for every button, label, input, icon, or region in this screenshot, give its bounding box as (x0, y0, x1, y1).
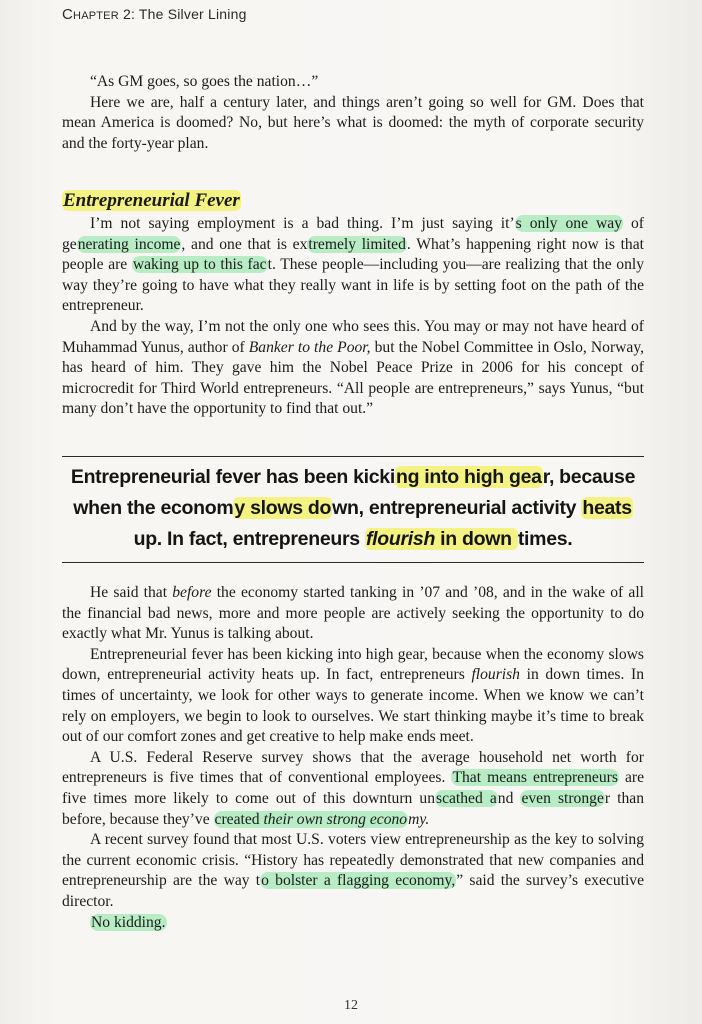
body-paragraph-1: He said that before the economy started tanking in ’07 and ’08, and in the wake of all the financial bad news, more and more people are actively seeking the opportunity to do exactly what Mr. Yunus is talking about. (62, 584, 644, 643)
intro-paragraph: Here we are, half a century later, and things aren’t going so well for GM. Does that mean America is doomed? No, but here’s what is doomed: the myth of corporate security and the forty-year plan. (62, 93, 644, 152)
pullquote-rule-top (62, 456, 644, 457)
highlight: ng into high gea (395, 466, 542, 488)
highlight: nerating income (77, 235, 181, 253)
chapter-word: HAPTER (73, 10, 119, 22)
book-title: Banker to the Poor, (248, 338, 371, 356)
section-heading (62, 190, 241, 212)
page-number: 12 (344, 998, 358, 1013)
intro-text (62, 72, 644, 154)
section-paragraph-2: And by the way, I’m not the only one who sees this. You may or may not have heard of Muhammad Yunus, author of Banker to the Poor, but the Nobel Committee in Oslo, Norway, has heard of him. They gave him the Nobel Peace Prize in 2006 for his concept of microcredit for Third World entrepreneurs. “All people are entrepreneurs,” says Yunus, “but many don’t have the opportunity to find that out.” (62, 317, 645, 418)
body-paragraph-4: A recent survey found that most U.S. voters view entrepreneurship as the key to solving the current economic crisis. “History has repeatedly demonstrated that new companies and entrepreneurship are the way to bolster a flagging economy,” said the survey’s executive director. (62, 831, 644, 910)
chapter-number: 2: (118, 6, 136, 22)
highlight: heats (582, 497, 632, 519)
pullquote: Entrepreneurial fever has been kicking into high gear, because when the economy slows down, entrepreneurial activity heats up. In fact, entrepreneurs flourish in down times. (70, 466, 636, 550)
chapter-initial: C (62, 6, 74, 23)
highlight: o bolster a flagging economy, (261, 872, 456, 890)
main-text (62, 583, 644, 933)
highlight: even stronge (521, 789, 604, 807)
body-paragraph-3: A U.S. Federal Reserve survey shows that the average household net worth for entrepreneurs is five times that of conventional employees. That means entrepreneurs are five times more likely to come out of this downturn unscathed and even stronger than before, because they’ve created their own strong economy. (62, 748, 645, 828)
body-paragraph-5 (62, 913, 644, 934)
section-paragraph-1: I’m not saying employment is a bad thing. I’m just saying it’s only one way of generating income, and one that is extremely limited. What’s happening right now is that people are waking up to this fact. These people—including you—are realizing that the only way they’re going to have what they really want in life is by setting foot on the path of the entrepreneur. (62, 215, 645, 315)
highlight: s only one way (515, 215, 622, 232)
highlight: flourish in down (365, 528, 517, 550)
highlight: y slows do (234, 497, 332, 519)
section-text (62, 214, 644, 420)
pullquote-rule-bottom (62, 562, 644, 563)
highlight: No kidding. (91, 913, 166, 931)
highlight: scathed a (436, 789, 497, 807)
intro-quote: “As GM goes, so goes the nation…” (90, 73, 319, 90)
running-header (62, 6, 247, 23)
highlight: tremely limited (308, 235, 406, 253)
heading-highlight: Entrepreneurial Fever (63, 190, 240, 211)
highlight: waking up to this fac (132, 256, 267, 274)
body-paragraph-2: Entrepreneurial fever has been kicking into high gear, because when the economy slows down, entrepreneurial activity heats up. In fact, entrepreneurs flourish in down times. In times of uncertainty, we look for other ways to generate income. When we know we can’t rely on employers, we begin to look to ourselves. We start thinking maybe it’s time to break out of our comfort zones and get creative to help make ends meet. (62, 645, 644, 746)
highlight: created their own strong econo (214, 810, 408, 828)
highlight: That means entrepreneurs (452, 769, 618, 787)
chapter-title: The Silver Lining (138, 6, 247, 22)
